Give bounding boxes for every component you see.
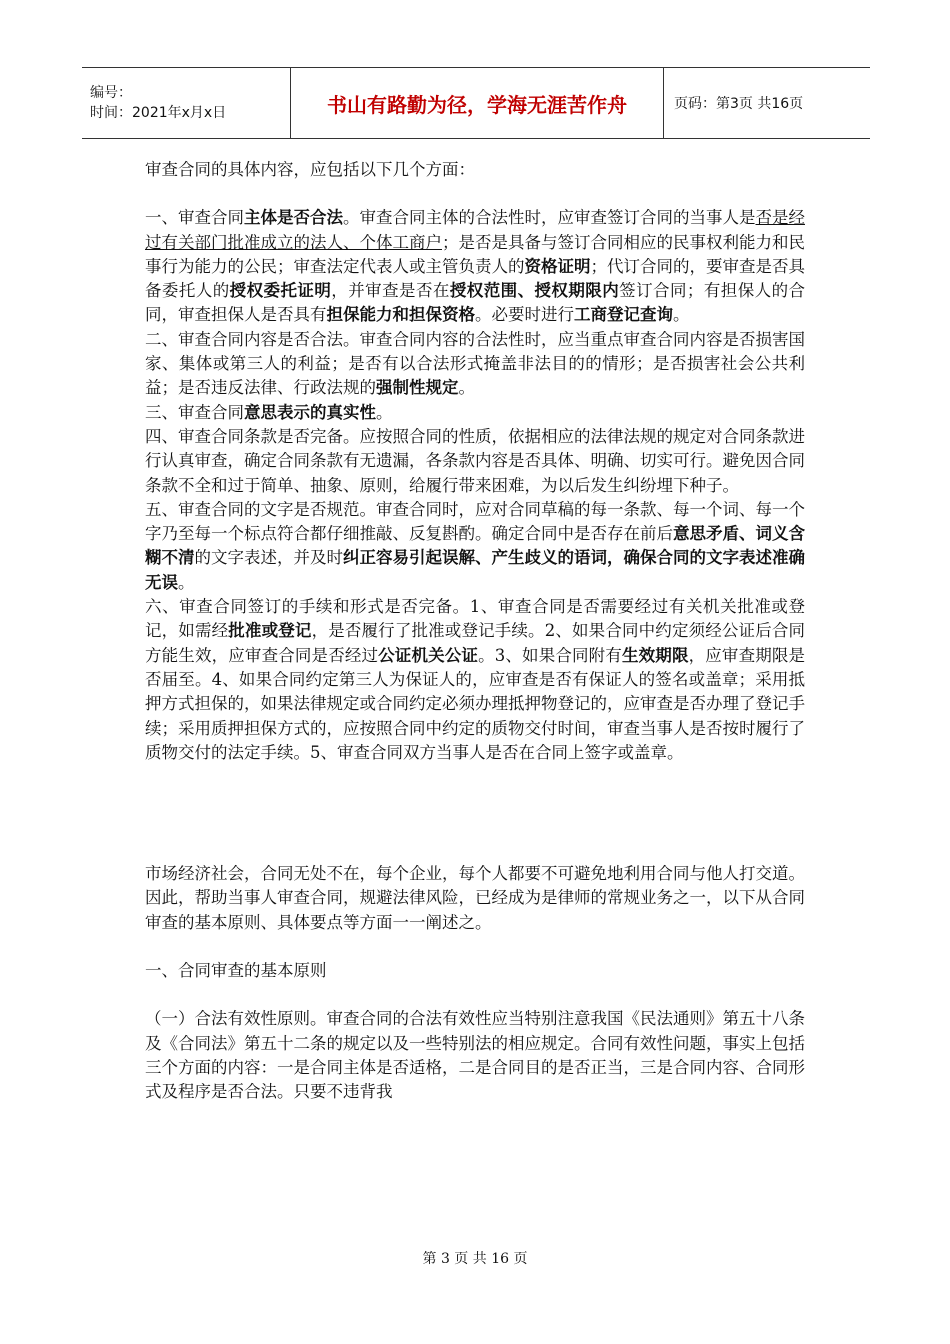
text-run: 六、审查合同签订的手续和形式是否完备。1、审查合同是否需要经过有关机关批准或登记，如需经: [145, 597, 805, 641]
bold-run: 公证机关公证: [378, 645, 479, 665]
section-1-paragraph: [145, 206, 805, 327]
bold-run: 担保能力和担保资格: [326, 305, 475, 325]
text-run: 五、审查合同的文字是否规范。审查合同时，应对合同草稿的每一条款、每一个词、每一个字乃至每一个标点符合都仔细推敲、反复斟酌。确定合同中是否存在前后: [145, 499, 805, 544]
text-run: 。: [673, 305, 690, 325]
section-3-paragraph: [145, 401, 805, 425]
text-run: 签订合同；有担保人的合同，审查担保人是否具有: [145, 281, 806, 325]
section-4-paragraph: 四、审查合同条款是否完备。应按照合同的性质，依据相应的法律法规的规定对合同条款进行认真审查，确定合同条款有无遗漏，各条款内容是否具体、明确、切实可行。避免因合同条款不全和过于简单、抽象、原则，给履行带来困难，为以后发生纠纷埋下种子。: [145, 426, 805, 495]
bold-run: 批准或登记: [228, 621, 312, 641]
bold-run: 纠正容易引起误解、产生歧义的语词，确保合同的文字表述准确无误: [145, 548, 805, 592]
text-run: 。审查合同主体的合法性时，应审查签订合同的当事人是: [343, 208, 756, 228]
intro-paragraph: 审查合同的具体内容，应包括以下几个方面：: [145, 160, 475, 179]
bold-run: 意思矛盾、词义含糊不清: [145, 524, 805, 568]
bold-run: 资格证明: [524, 256, 591, 276]
page-header: [82, 67, 870, 139]
text-run: ，应审查期限是否届至。4、如果合同约定第三人为保证人的，应审查是否有保证人的签名或盖章；采用抵押方式担保的，如果法律规定或合同约定必须办理抵押物登记的，应审查是否办理了登记手续；采用质押担保方式的，应按照合同中约定的质物交付时间，审查当事人是否按时履行了质物交付的法定手续。5、审查合同双方当事人是否在合同上签字或盖章。: [145, 645, 806, 762]
text-run: 。: [376, 402, 393, 422]
document-time: 时间：2021年x月x日: [90, 105, 227, 121]
section-5-paragraph: [145, 498, 805, 595]
text-run: ；代订合同的，要审查是否具备委托人的: [145, 256, 805, 301]
text-run: ，并审查是否在: [331, 281, 450, 301]
text-run: ；是否是具备与签订合同相应的民事权利能力和民事行为能力的公民；审查法定代表人或主管负责人的: [145, 232, 805, 276]
document-number: 编号：: [90, 85, 132, 101]
text-run: 。: [458, 378, 475, 398]
text-run: 的文字表述，并及时: [194, 548, 343, 568]
text-run: ，是否履行了批准或登记手续。2、如果合同中约定须经公证后合同方能生效，应审查合同是否经过: [145, 621, 806, 665]
header-motto: 书山有路勤为径，学海无涯苦作舟: [327, 92, 627, 117]
header-motto-cell: [291, 68, 664, 138]
principles-heading: 一、合同审查的基本原则: [145, 961, 327, 981]
bold-run: 授权委托证明: [229, 281, 332, 301]
market-economy-paragraph: 市场经济社会，合同无处不在，每个企业，每个人都要不可避免地利用合同与他人打交道。因此，帮助当事人审查合同，规避法律风险，已经成为是律师的常规业务之一，以下从合同审查的基本原则、具体要点等方面一一阐述之。: [145, 864, 805, 932]
text-run: 。必要时进行: [475, 305, 574, 325]
bold-run: 生效期限: [621, 645, 689, 665]
bold-run: 授权范围、授权期限内: [449, 281, 620, 301]
text-run: 二、审查合同内容是否合法。审查合同内容的合法性时，应当重点审查合同内容是否损害国家、集体或第三人的利益；是否有以合法形式掩盖非法目的的情形；是否损害社会公共利益；是否违反法律、行政法规的: [145, 329, 805, 398]
section-6-paragraph: [145, 595, 805, 765]
section-2-paragraph: [145, 328, 805, 401]
document-body: [145, 158, 805, 1105]
bold-run: 意思表示的真实性: [244, 402, 376, 422]
text-run: 。: [178, 572, 195, 592]
underlined-run: 否是经过有关部门批准成立的法人、个体工商户: [145, 208, 805, 252]
bold-run: 主体是否合法: [244, 208, 343, 228]
legality-principle-paragraph: （一）合法有效性原则。审查合同的合法有效性应当特别注意我国《民法通则》第五十八条及《合同法》第五十二条的规定以及一些特别法的相应规定。合同有效性问题，事实上包括三个方面的内容：一是合同主体是否适格，二是合同目的是否正当，三是合同内容、合同形式及程序是否合法。只要不违背我: [145, 1009, 805, 1102]
bold-run: 强制性规定: [376, 378, 459, 398]
header-meta: [82, 68, 291, 138]
page-footer: 第 3 页 共 16 页: [422, 1251, 528, 1267]
text-run: 。3、如果合同附有: [478, 645, 622, 665]
header-page-info: 页码：第3页 共16页: [674, 96, 804, 112]
bold-run: 工商登记查询: [574, 305, 673, 325]
text-run: 一、审查合同: [145, 208, 244, 228]
text-run: 三、审查合同: [145, 402, 244, 422]
